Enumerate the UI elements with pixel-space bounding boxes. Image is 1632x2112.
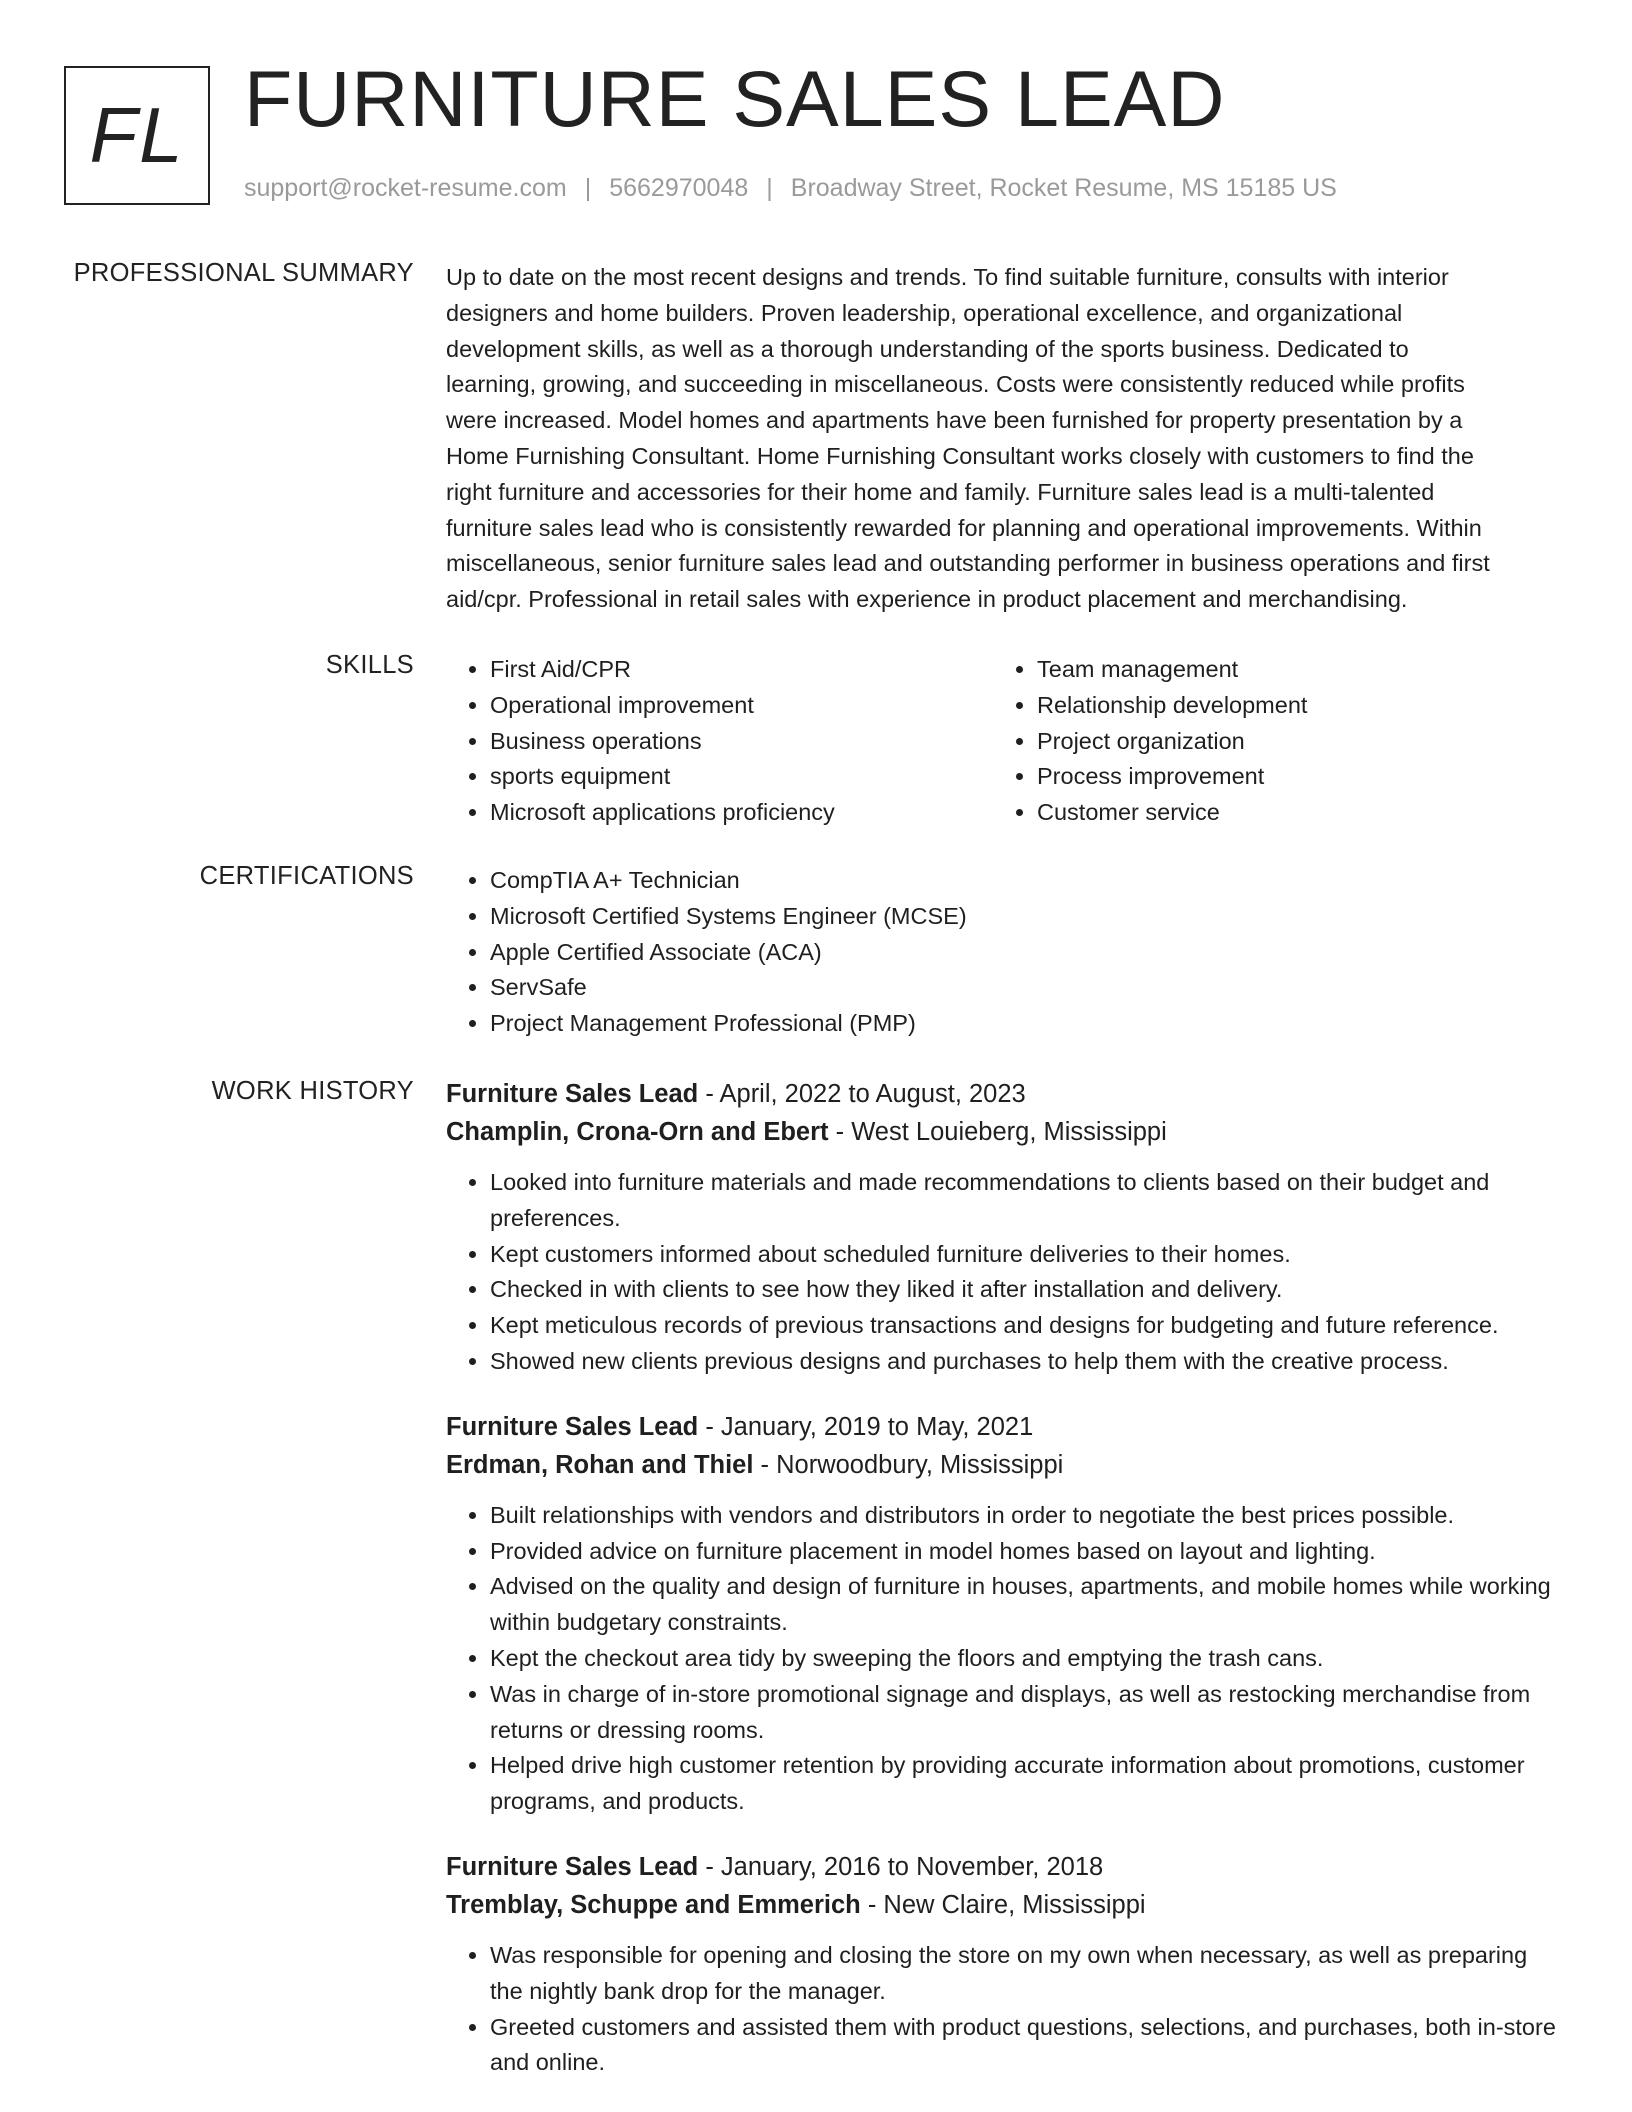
summary-line: furniture sales lead who is consistently rewarded for planning and operational improvements. Within	[446, 514, 1482, 541]
job-company-line	[446, 1113, 1566, 1151]
skill-item: • Relationship development	[1037, 688, 1540, 724]
contact-separator: |	[584, 174, 592, 202]
job-dates: - January, 2019 to May, 2021	[698, 1412, 1034, 1441]
job-title-line	[446, 1408, 1566, 1446]
work-history-body	[446, 1075, 1566, 2081]
contact-separator: |	[766, 174, 773, 202]
skills-list	[993, 652, 1540, 831]
skills-column-right	[993, 652, 1540, 831]
job-duty: • Looked into furniture materials and made recommendations to clients based on their budget and preferences.	[490, 1165, 1566, 1237]
job-duty: • Was in charge of in-store promotional signage and displays, as well as restocking merchandise from returns or dressing rooms.	[490, 1677, 1566, 1749]
contact-phone[interactable]: 5662970048	[609, 174, 749, 202]
job-duty: • Advised on the quality and design of furniture in houses, apartments, and mobile homes while working within budgetary constraints.	[490, 1569, 1566, 1641]
certifications-list	[446, 863, 1566, 1042]
job-duty: • Kept the checkout area tidy by sweeping the floors and emptying the trash cans.	[490, 1641, 1566, 1677]
job-entry	[446, 1848, 1566, 2081]
monogram-logo: FL	[64, 66, 210, 205]
job-duties-list	[446, 1165, 1566, 1380]
job-duties-list	[446, 1938, 1566, 2081]
certification-item: • CompTIA A+ Technician	[490, 863, 1566, 899]
job-title-line	[446, 1848, 1566, 1886]
summary-line: development skills, as well as a thorough understanding of the sports business. Dedicated to	[446, 335, 1409, 362]
summary-line: Up to date on the most recent designs and trends. To find suitable furniture, consults with interior	[446, 264, 1449, 290]
skill-item: • Project organization	[1037, 724, 1540, 760]
skill-item: • Operational improvement	[490, 688, 993, 724]
job-title: Furniture Sales Lead	[446, 1080, 699, 1108]
job-duty: • Kept customers informed about scheduled furniture deliveries to their homes.	[490, 1237, 1566, 1273]
job-duty: • Helped drive high customer retention by providing accurate information about promotions, customer programs, and products.	[490, 1748, 1566, 1820]
job-duty: • Checked in with clients to see how they liked it after installation and delivery.	[490, 1272, 1566, 1308]
summary-line: miscellaneous, senior furniture sales lead and outstanding performer in business operations and first	[446, 550, 1490, 577]
certifications-heading: CERTIFICATIONS	[199, 862, 414, 890]
certification-item: • Apple Certified Associate (ACA)	[490, 935, 1566, 971]
skill-item: • Business operations	[490, 724, 993, 760]
summary-text	[446, 260, 1566, 618]
skill-item: • Team management	[1037, 652, 1540, 688]
certification-item: • ServSafe	[490, 970, 1566, 1006]
job-duty: • Showed new clients previous designs and purchases to help them with the creative process.	[490, 1344, 1566, 1380]
work-history-heading: WORK HISTORY	[211, 1077, 414, 1105]
job-duty: • Provided advice on furniture placement in model homes based on layout and lighting.	[490, 1534, 1566, 1570]
job-entry	[446, 1075, 1566, 1380]
job-title: Furniture Sales Lead	[446, 1852, 699, 1881]
job-duty: • Built relationships with vendors and distributors in order to negotiate the best prices possible.	[490, 1498, 1566, 1534]
skills-body	[446, 652, 1566, 831]
job-location: - Norwoodbury, Mississippi	[753, 1450, 1064, 1479]
skills-list	[446, 652, 993, 831]
summary-line: learning, growing, and succeeding in miscellaneous. Costs were consistently reduced while profits	[446, 371, 1465, 398]
contact-email[interactable]: support@rocket-resume.com	[244, 174, 567, 202]
skills-grid	[446, 652, 1566, 831]
job-title-line	[446, 1075, 1566, 1113]
job-duty: • Was responsible for opening and closing the store on my own when necessary, as well as preparing the nightly bank drop for the manager.	[490, 1938, 1566, 2010]
job-entry	[446, 1408, 1566, 1820]
summary-heading: PROFESSIONAL SUMMARY	[73, 259, 414, 287]
summary-line: designers and home builders. Proven leadership, operational excellence, and organizational	[446, 299, 1403, 326]
job-location: - New Claire, Mississippi	[860, 1890, 1146, 1919]
job-duties-list	[446, 1498, 1566, 1820]
job-duty: • Greeted customers and assisted them with product questions, selections, and purchases, both in-store and online.	[490, 2010, 1566, 2082]
skills-heading: SKILLS	[325, 651, 414, 679]
summary-line: aid/cpr. Professional in retail sales with experience in product placement and merchandising.	[446, 586, 1408, 613]
contact-line	[244, 174, 1337, 203]
job-location: - West Louieberg, Mississippi	[828, 1118, 1167, 1146]
skill-item: • Microsoft applications proficiency	[490, 795, 993, 831]
job-duty: • Kept meticulous records of previous transactions and designs for budgeting and future reference.	[490, 1308, 1566, 1344]
job-company-line	[446, 1446, 1566, 1484]
certification-item: • Project Management Professional (PMP)	[490, 1006, 1566, 1042]
certifications-body	[446, 863, 1566, 1042]
page-title: FURNITURE SALES LEAD	[244, 54, 1226, 143]
summary-line: right furniture and accessories for their home and family. Furniture sales lead is a multi-talented	[446, 478, 1435, 505]
job-company-line	[446, 1886, 1566, 1924]
summary-line: Home Furnishing Consultant. Home Furnishing Consultant works closely with customers to find the	[446, 442, 1474, 469]
job-company: Tremblay, Schuppe and Emmerich	[446, 1890, 861, 1919]
skill-item: • First Aid/CPR	[490, 652, 993, 688]
skills-column-left	[446, 652, 993, 831]
summary-body	[446, 260, 1566, 618]
skill-item: • Process improvement	[1037, 759, 1540, 795]
summary-line: were increased. Model homes and apartments have been furnished for property presentation by a	[446, 407, 1463, 434]
certification-item: • Microsoft Certified Systems Engineer (MCSE)	[490, 899, 1566, 935]
skill-item: • Customer service	[1037, 795, 1540, 831]
job-company: Erdman, Rohan and Thiel	[446, 1450, 754, 1479]
contact-address: Broadway Street, Rocket Resume, MS 15185 US	[790, 174, 1337, 202]
job-dates: - January, 2016 to November, 2018	[698, 1852, 1104, 1881]
skill-item: • sports equipment	[490, 759, 993, 795]
job-title: Furniture Sales Lead	[446, 1412, 699, 1441]
job-dates: - April, 2022 to August, 2023	[698, 1080, 1026, 1108]
job-company: Champlin, Crona-Orn and Ebert	[446, 1118, 829, 1146]
